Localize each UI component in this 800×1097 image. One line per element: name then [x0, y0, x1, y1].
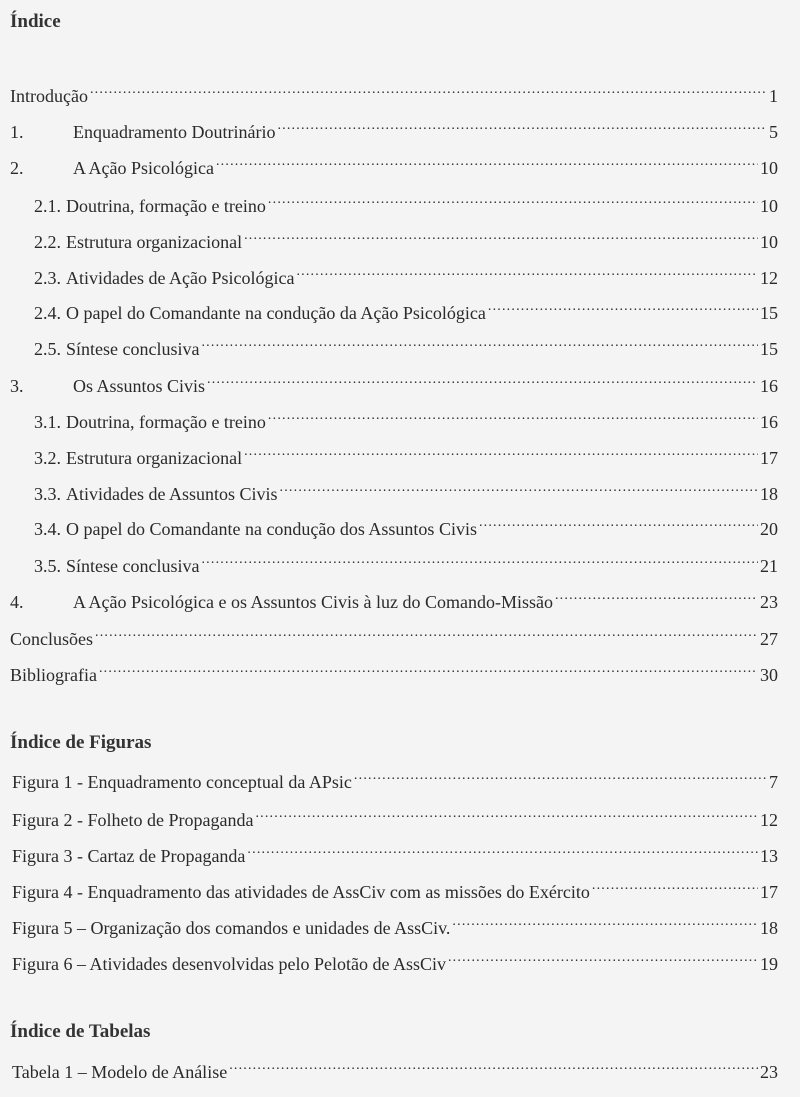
toc-entry-section-2-5[interactable]	[34, 331, 778, 359]
dot-leader	[201, 548, 758, 572]
dot-leader	[488, 295, 758, 319]
toc-entry-page: 12	[760, 268, 778, 288]
dot-leader	[277, 114, 767, 138]
dot-leader	[280, 476, 758, 500]
toc-entry-chapter-2[interactable]	[10, 150, 778, 178]
toc-entry-title: Atividades de Ação Psicológica	[66, 268, 295, 288]
toc-entry-number: 3.4.	[34, 519, 61, 539]
figure-entry-page: 12	[760, 810, 778, 830]
dot-leader	[479, 511, 758, 535]
tables-heading: Índice de Tabelas	[10, 1021, 151, 1042]
figure-entry-page: 13	[760, 846, 778, 866]
toc-entry-title: Síntese conclusiva	[66, 556, 200, 576]
toc-entry-title: Atividades de Assuntos Civis	[66, 484, 278, 504]
figure-entry-page: 19	[760, 954, 778, 974]
figure-entry-5[interactable]	[12, 910, 778, 938]
dot-leader	[448, 946, 758, 970]
toc-entry-title: Doutrina, formação e treino	[66, 412, 266, 432]
figure-entry-title: Figura 1 - Enquadramento conceptual da APsic	[12, 772, 352, 792]
table-entry-1[interactable]	[12, 1054, 778, 1082]
figure-entry-title: Figura 5 – Organização dos comandos e unidades de AssCiv.	[12, 918, 451, 938]
toc-entry-title: O papel do Comandante na condução da Ação Psicológica	[66, 303, 486, 323]
figure-entry-page: 7	[769, 772, 778, 792]
toc-entry-number: 2.2.	[34, 232, 61, 252]
toc-entry-section-2-4[interactable]	[34, 295, 778, 323]
figure-entry-title: Figura 4 - Enquadramento das atividades de AssCiv com as missões do Exército	[12, 882, 590, 902]
toc-entry-section-2-3[interactable]	[34, 260, 778, 288]
toc-entry-title: Síntese conclusiva	[66, 339, 200, 359]
toc-entry-title: Estrutura organizacional	[66, 448, 243, 468]
toc-entry-page: 10	[760, 232, 778, 252]
toc-entry-page: 15	[760, 303, 778, 323]
toc-entry-page: 18	[760, 484, 778, 504]
toc-entry-chapter-4[interactable]	[10, 584, 778, 612]
toc-entry-page: 15	[760, 339, 778, 359]
dot-leader	[452, 910, 758, 934]
toc-entry-title: Introdução	[10, 86, 88, 106]
toc-entry-page: 1	[769, 86, 778, 106]
toc-entry-section-3-3[interactable]	[34, 476, 778, 504]
toc-entry-page: 16	[760, 412, 778, 432]
dot-leader	[99, 657, 758, 681]
toc-entry-number: 4.	[10, 592, 24, 612]
toc-entry-number: 1.	[10, 122, 24, 142]
dot-leader	[244, 224, 758, 248]
toc-entry-page: 5	[769, 122, 778, 142]
dot-leader	[95, 621, 758, 645]
toc-entry-number: 2.1.	[34, 196, 61, 216]
figures-heading: Índice de Figuras	[10, 732, 152, 753]
table-entry-page: 23	[760, 1062, 778, 1082]
dot-leader	[555, 584, 758, 608]
toc-entry-number: 3.	[10, 376, 24, 396]
figure-entry-page: 17	[760, 882, 778, 902]
toc-entry-title: Conclusões	[10, 629, 93, 649]
toc-entry-page: 10	[760, 158, 778, 178]
toc-entry-title: Estrutura organizacional	[66, 232, 243, 252]
toc-entry-page: 23	[760, 592, 778, 612]
contents-heading: Índice	[10, 11, 61, 32]
dot-leader	[268, 188, 758, 212]
figure-entry-3[interactable]	[12, 838, 778, 866]
toc-entry-page: 27	[760, 629, 778, 649]
toc-entry-title: Bibliografia	[10, 665, 97, 685]
toc-entry-chapter-1[interactable]	[10, 114, 778, 142]
toc-entry-title: A Ação Psicológica	[73, 158, 214, 178]
toc-entry-number: 2.3.	[34, 268, 61, 288]
toc-entry-title: Enquadramento Doutrinário	[73, 122, 276, 142]
toc-entry-section-3-4[interactable]	[34, 511, 778, 539]
figure-entry-4[interactable]	[12, 874, 778, 902]
dot-leader	[247, 838, 758, 862]
toc-entry-title: Os Assuntos Civis	[73, 376, 206, 396]
toc-entry-title: Doutrina, formação e treino	[66, 196, 266, 216]
dot-leader	[255, 802, 758, 826]
toc-entry-chapter-3[interactable]	[10, 368, 778, 396]
toc-entry-page: 20	[760, 519, 778, 539]
toc-entry-page: 21	[760, 556, 778, 576]
toc-entry-page: 30	[760, 665, 778, 685]
figure-entry-page: 18	[760, 918, 778, 938]
toc-entry-number: 3.1.	[34, 412, 61, 432]
toc-entry-page: 10	[760, 196, 778, 216]
toc-entry-bibliografia[interactable]	[10, 657, 778, 685]
toc-entry-page: 16	[760, 376, 778, 396]
toc-entry-section-3-5[interactable]	[34, 548, 778, 576]
dot-leader	[216, 150, 758, 174]
toc-entry-introducao[interactable]	[10, 78, 778, 106]
toc-entry-number: 2.	[10, 158, 24, 178]
toc-entry-section-3-2[interactable]	[34, 440, 778, 468]
dot-leader	[207, 368, 758, 392]
dot-leader	[244, 440, 758, 464]
dot-leader	[354, 764, 767, 788]
toc-entry-number: 3.5.	[34, 556, 61, 576]
toc-entry-title: O papel do Comandante na condução dos Assuntos Civis	[66, 519, 477, 539]
dot-leader	[229, 1054, 758, 1078]
toc-entry-conclusoes[interactable]	[10, 621, 778, 649]
toc-entry-section-2-1[interactable]	[34, 188, 778, 216]
dot-leader	[201, 331, 758, 355]
figure-entry-title: Figura 2 - Folheto de Propaganda	[12, 810, 254, 830]
toc-entry-section-3-1[interactable]	[34, 404, 778, 432]
dot-leader	[296, 260, 758, 284]
toc-entry-title: A Ação Psicológica e os Assuntos Civis à luz do Comando-Missão	[73, 592, 553, 612]
dot-leader	[90, 78, 767, 102]
toc-entry-number: 3.3.	[34, 484, 61, 504]
figure-entry-1[interactable]	[12, 764, 778, 792]
table-entry-title: Tabela 1 – Modelo de Análise	[12, 1062, 228, 1082]
toc-entry-section-2-2[interactable]	[34, 224, 778, 252]
toc-entry-number: 3.2.	[34, 448, 61, 468]
dot-leader	[592, 874, 758, 898]
figure-entry-title: Figura 3 - Cartaz de Propaganda	[12, 846, 246, 866]
toc-entry-number: 2.5.	[34, 339, 61, 359]
toc-entry-page: 17	[760, 448, 778, 468]
figure-entry-title: Figura 6 – Atividades desenvolvidas pelo Pelotão de AssCiv	[12, 954, 446, 974]
toc-entry-number: 2.4.	[34, 303, 61, 323]
dot-leader	[268, 404, 758, 428]
figure-entry-6[interactable]	[12, 946, 778, 974]
figure-entry-2[interactable]	[12, 802, 778, 830]
